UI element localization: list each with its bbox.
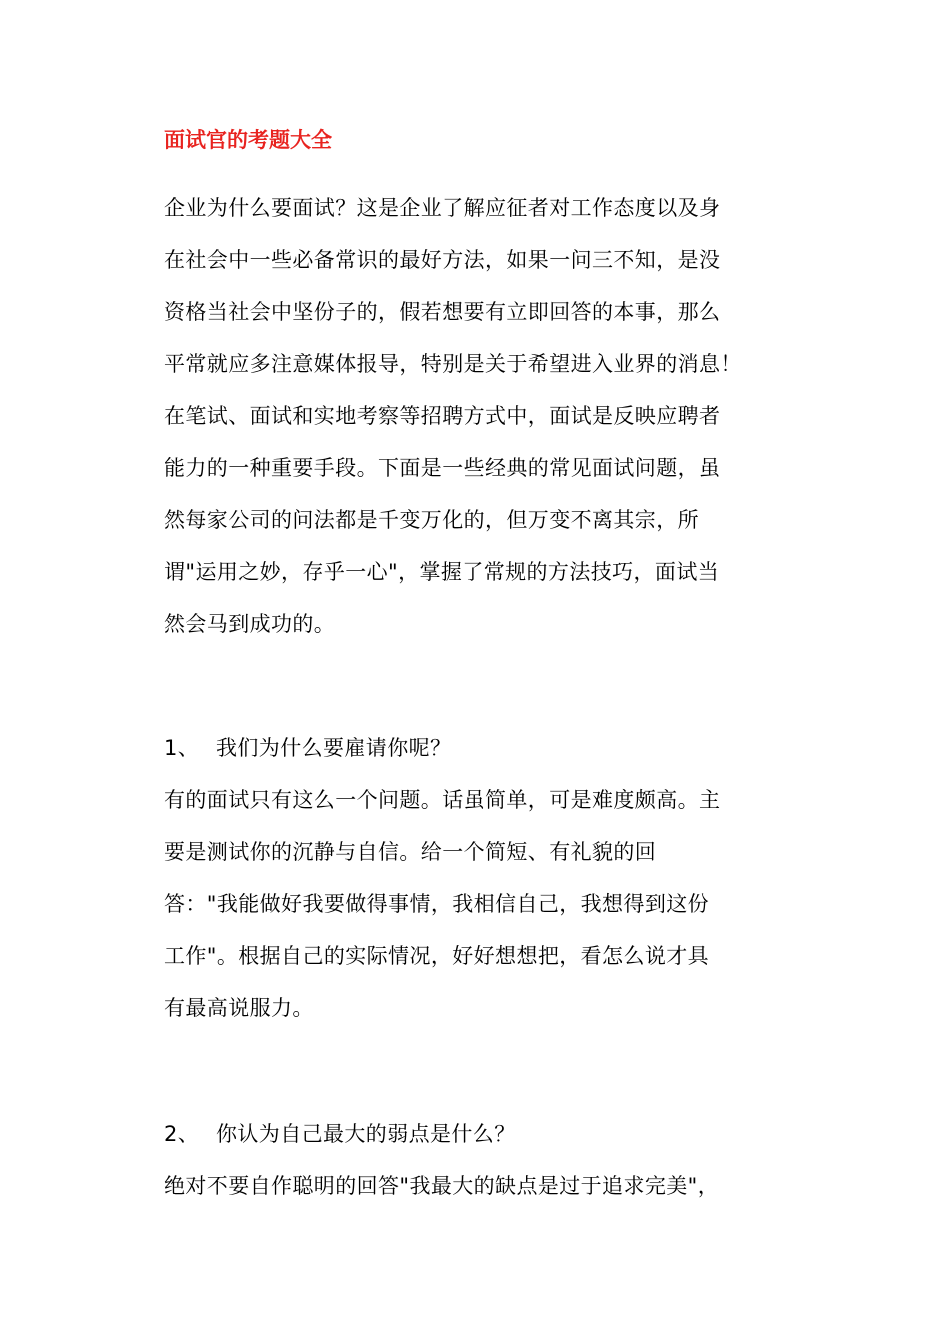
answer-line: 绝对不要自作聪明的回答"我最大的缺点是过于追求完美"， (164, 1174, 720, 1198)
answer-line: 工作"。根据自己的实际情况，好好想想把，看怎么说才具 (164, 944, 710, 968)
intro-line: 能力的一种重要手段。下面是一些经典的常见面试问题，虽 (164, 456, 721, 480)
question-heading (164, 732, 451, 764)
question-number: 2、 (164, 1122, 200, 1146)
intro-line: 谓"运用之妙，存乎一心"，掌握了常规的方法技巧，面试当 (164, 560, 720, 584)
document-title: 面试官的考题大全 (164, 128, 332, 152)
question-heading (164, 1118, 516, 1150)
answer-line: 有的面试只有这么一个问题。话虽简单，可是难度颇高。主 (164, 788, 721, 812)
intro-line: 然会马到成功的。 (164, 612, 336, 636)
intro-line: 在笔试、面试和实地考察等招聘方式中，面试是反映应聘者 (164, 404, 721, 428)
answer-line: 要是测试你的沉静与自信。给一个简短、有礼貌的回 (164, 840, 657, 864)
intro-line: 在社会中一些必备常识的最好方法，如果一问三不知，是没 (164, 248, 721, 272)
intro-line: 资格当社会中坚份子的，假若想要有立即回答的本事，那么 (164, 300, 721, 324)
question-number: 1、 (164, 736, 200, 760)
answer-line: 答："我能做好我要做得事情，我相信自己，我想得到这份 (164, 892, 710, 916)
intro-line: 企业为什么要面试？这是企业了解应征者对工作态度以及身 (164, 196, 721, 220)
question-text: 我们为什么要雇请你呢？ (216, 736, 452, 760)
intro-line: 然每家公司的问法都是千变万化的，但万变不离其宗，所 (164, 508, 699, 532)
answer-line: 有最高说服力。 (164, 996, 314, 1020)
intro-line: 平常就应多注意媒体报导，特别是关于希望进入业界的消息！ (164, 352, 742, 376)
question-text: 你认为自己最大的弱点是什么？ (216, 1122, 516, 1146)
